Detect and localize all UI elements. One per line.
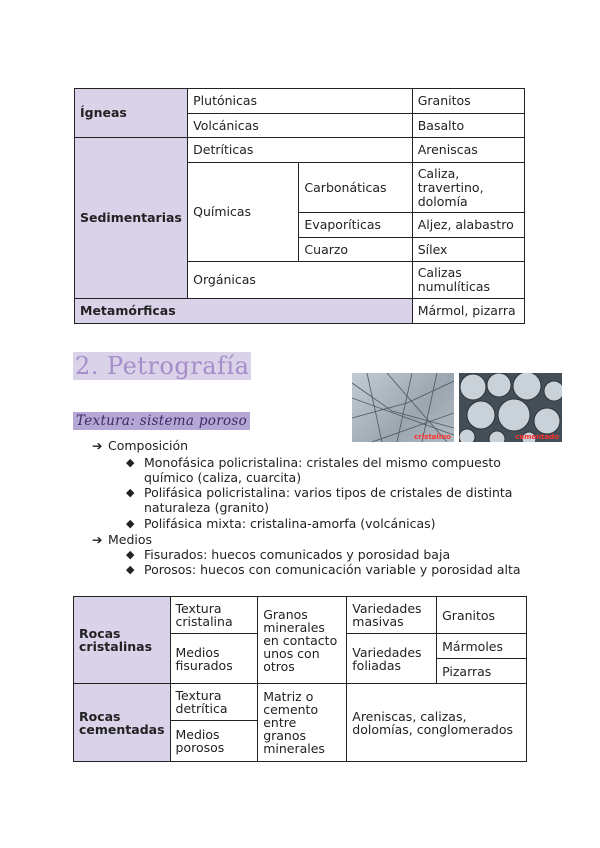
example-cell: Mármoles: [437, 634, 527, 659]
rock-classification-table: [74, 88, 525, 324]
type-cell: Plutónicas: [188, 89, 413, 114]
example-cell: Aljez, alabastro: [412, 213, 524, 238]
example-cell: Pizarras: [437, 659, 527, 684]
example-cell: Mármol, pizarra: [412, 299, 524, 324]
sedimentarias-label: Sedimentarias: [75, 138, 188, 299]
type-cell: Detríticas: [188, 138, 413, 163]
example-cell: Granitos: [412, 89, 524, 114]
variety-cell: Variedades masivas: [347, 597, 437, 634]
diamond-bullet-icon: ◆: [126, 486, 135, 499]
list-item: [126, 455, 526, 486]
list-item-text: Monofásica policristalina: cristales del mismo compuesto químico (caliza, cuarcita): [144, 455, 501, 486]
subtype-cell: Evaporíticas: [299, 213, 412, 238]
metamorficas-label: Metamórficas: [75, 299, 413, 324]
description-cell: Matriz o cemento entre granos minerales: [258, 684, 347, 762]
example-cell: Basalto: [412, 114, 524, 138]
list-item: [126, 516, 526, 531]
diamond-bullet-icon: ◆: [126, 548, 135, 561]
list-item: [126, 562, 526, 577]
micrografia-porosa-image: [459, 373, 562, 442]
example-cell: Caliza, travertino, dolomía: [412, 163, 524, 213]
porosity-table: [73, 596, 527, 762]
list-item-text: Fisurados: huecos comunicados y porosidad baja: [144, 547, 451, 562]
list-item: [126, 485, 526, 516]
micrografia-fisurada-image: [352, 373, 454, 442]
arrow-right-icon: ➔: [92, 532, 103, 547]
example-cell: Areniscas, calizas, dolomías, conglomerados: [347, 684, 527, 762]
list-item-text: Polifásica policristalina: varios tipos de cristales de distinta naturaleza (granito): [144, 485, 513, 516]
subsection-title: Textura: sistema poroso: [73, 412, 250, 430]
example-cell: Sílex: [412, 238, 524, 262]
diamond-bullet-icon: ◆: [126, 456, 135, 469]
igneas-label: Ígneas: [75, 89, 188, 138]
subtype-cell: Carbonáticas: [299, 163, 412, 213]
variety-cell: Variedades foliadas: [347, 634, 437, 684]
medium-cell: Medios fisurados: [170, 634, 258, 684]
description-cell: Granos minerales en contacto unos con otros: [258, 597, 347, 684]
section-title: 2. Petrografía: [75, 352, 250, 380]
example-cell: Granitos: [437, 597, 527, 634]
rocas-cristalinas-label: Rocas cristalinas: [74, 597, 171, 684]
type-cell: Volcánicas: [188, 114, 413, 138]
example-cell: Areniscas: [412, 138, 524, 163]
subtype-cell: Cuarzo: [299, 238, 412, 262]
image-caption: cristalino: [414, 433, 451, 441]
image-caption: cementado: [515, 433, 559, 441]
medium-cell: Medios porosos: [170, 721, 258, 762]
list-item: [126, 547, 526, 562]
texture-cell: Textura detrítica: [170, 684, 258, 721]
example-cell: Calizas numulíticas: [412, 262, 524, 299]
outline-label: Medios: [108, 532, 153, 547]
arrow-right-icon: ➔: [92, 438, 103, 453]
outline-label: Composición: [108, 438, 189, 453]
type-cell: Químicas: [188, 163, 299, 262]
diamond-bullet-icon: ◆: [126, 563, 135, 576]
list-item-text: Porosos: huecos con comunicación variable y porosidad alta: [144, 562, 521, 577]
type-cell: Orgánicas: [188, 262, 413, 299]
rocas-cementadas-label: Rocas cementadas: [74, 684, 171, 762]
diamond-bullet-icon: ◆: [126, 517, 135, 530]
texture-cell: Textura cristalina: [170, 597, 258, 634]
list-item-text: Polifásica mixta: cristalina-amorfa (volcánicas): [144, 516, 436, 531]
